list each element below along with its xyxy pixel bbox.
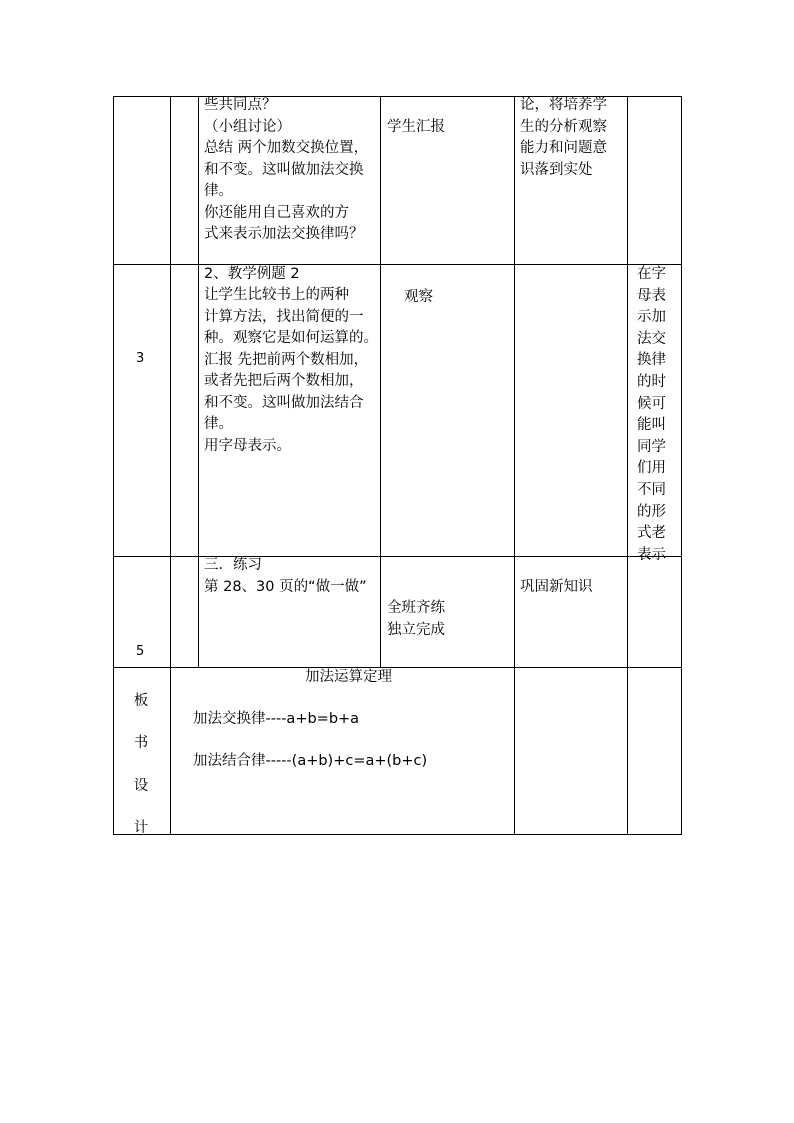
row2-teacher-line: 计算方法，找出简便的一 xyxy=(204,309,364,325)
board-title: 加法运算定理 xyxy=(305,669,392,685)
row1-teacher-line: （小组讨论） xyxy=(204,119,291,135)
row2-teacher-line: 律。 xyxy=(204,416,233,432)
row3-intent-text: 巩固新知识 xyxy=(520,579,593,595)
row2-student-cell xyxy=(380,264,515,557)
board-line-commutative: 加法交换律----a+b=b+a xyxy=(193,711,360,727)
row2-time-text: 3 xyxy=(136,351,145,366)
row2-teacher-line: 让学生比较书上的两种 xyxy=(204,287,349,303)
row2-note-char: 在字 xyxy=(637,266,666,282)
board-label-char: 设 xyxy=(133,778,149,794)
row2-teacher-line: 2、教学例题 2 xyxy=(204,266,300,282)
row2-note-char: 式老 xyxy=(637,525,666,542)
board-intent-cell xyxy=(514,667,628,835)
row3-intent-cell xyxy=(514,556,628,668)
row1-teacher-line: 律。 xyxy=(204,183,233,199)
row2-teacher-line: 汇报 先把前两个数相加， xyxy=(204,352,369,368)
row2-gap-cell xyxy=(170,264,199,557)
row2-intent-cell xyxy=(514,264,628,557)
row3-teacher-line: 三．练习 xyxy=(204,557,262,573)
row2-note-char: 母表 xyxy=(637,287,666,304)
row1-intent-line: 生的分析观察 xyxy=(520,119,607,135)
row1-teacher-line: 些共同点？ xyxy=(204,97,277,113)
row2-note-column xyxy=(637,264,675,566)
row2-student-text: 观察 xyxy=(404,289,433,305)
row1-student-text: 学生汇报 xyxy=(387,119,445,135)
row2-note-char: 换律 xyxy=(637,352,666,369)
row1-teacher-line: 和不变。这叫做加法交换 xyxy=(204,162,364,178)
row3-student-line: 全班齐练 xyxy=(387,600,445,616)
row1-intent-line: 识落到实处 xyxy=(520,162,593,178)
row1-teacher-line: 你还能用自己喜欢的方 xyxy=(204,205,349,221)
row2-teacher-line: 种。观察它是如何运算的。 xyxy=(204,330,378,346)
row2-teacher-line: 或者先把后两个数相加， xyxy=(204,373,364,389)
row2-teacher-line: 用字母表示。 xyxy=(204,438,291,454)
board-line-associative: 加法结合律-----(a+b)+c=a+(b+c) xyxy=(193,753,428,769)
row2-note-char: 同学 xyxy=(637,438,666,455)
row3-student-line: 独立完成 xyxy=(387,622,445,638)
row3-time-text: 5 xyxy=(136,644,145,659)
row2-note-char: 的时 xyxy=(637,373,666,390)
row1-intent-line: 能力和问题意 xyxy=(520,140,607,156)
row1-time-cell xyxy=(113,96,171,265)
board-label-char: 书 xyxy=(133,735,149,751)
row2-note-char: 能叫 xyxy=(637,417,666,434)
row1-intent-line: 论，将培养学 xyxy=(520,97,607,113)
row1-teacher-line: 式来表示加法交换律吗？ xyxy=(204,226,364,242)
row1-teacher-line: 总结 两个加数交换位置， xyxy=(204,140,369,156)
board-note-cell xyxy=(627,667,682,835)
board-label-char: 计 xyxy=(133,820,149,836)
row1-gap-cell xyxy=(170,96,199,265)
row3-teacher-line: 第 28、30 页的“做一做” xyxy=(204,579,367,595)
board-label-char: 板 xyxy=(133,693,149,709)
row2-note-char: 们用 xyxy=(637,460,666,477)
row2-note-char: 的形 xyxy=(637,503,666,520)
row1-note-cell xyxy=(627,96,682,265)
row2-note-char: 候可 xyxy=(637,395,666,412)
row3-gap-cell xyxy=(170,556,199,668)
row3-note-cell xyxy=(627,556,682,668)
row2-note-char: 表示 xyxy=(637,546,666,563)
row2-time-cell xyxy=(113,264,171,557)
row2-note-char: 示加 xyxy=(637,309,666,326)
row2-teacher-line: 和不变。这叫做加法结合 xyxy=(204,395,364,411)
row2-note-char: 法交 xyxy=(637,330,666,347)
row2-note-char: 不同 xyxy=(637,481,666,498)
